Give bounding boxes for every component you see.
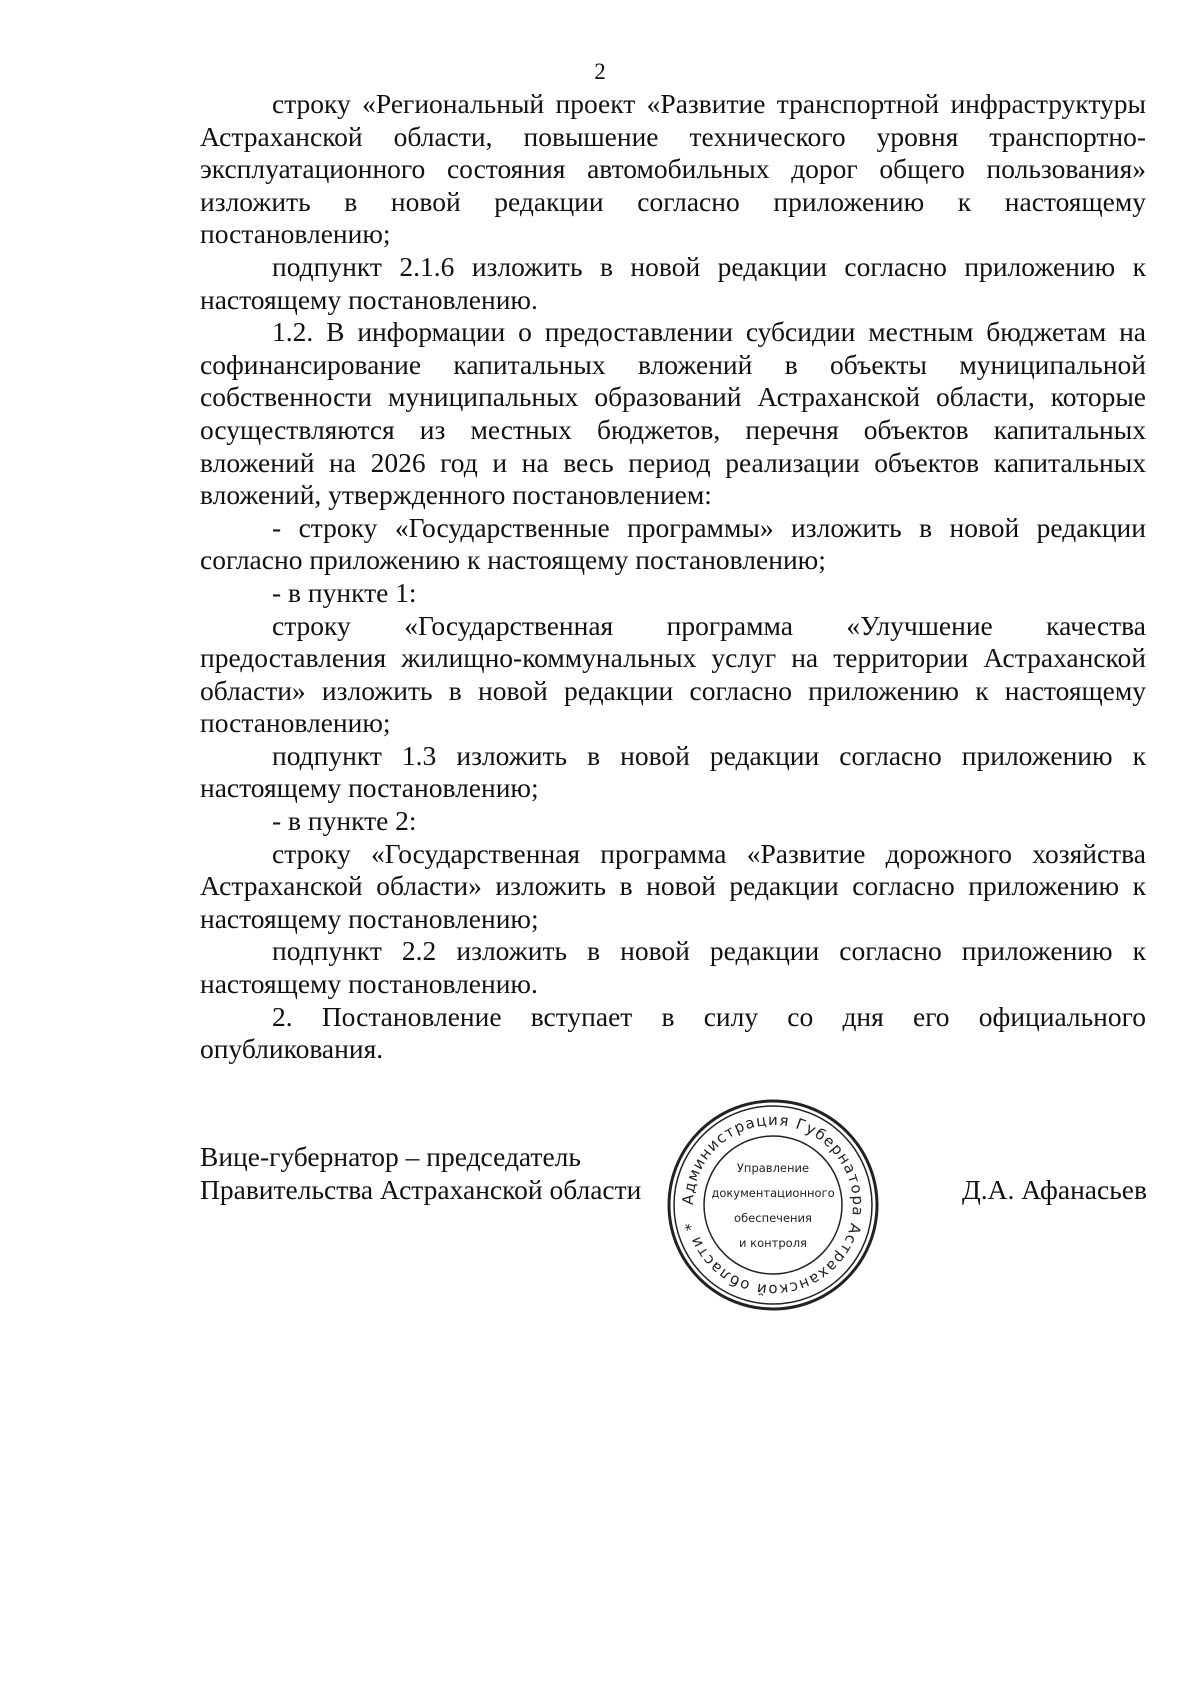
paragraph-subitem-2-1-6: подпункт 2.1.6 изложить в новой редакции согласно приложению к настоящему постановлению.	[200, 250, 1146, 315]
seal-center-line-4: и контроля	[739, 1236, 807, 1250]
seal-outer-ring	[669, 1101, 877, 1309]
seal-center-line-1: Управление	[736, 1161, 810, 1175]
paragraph-housing-program-row: строку «Государственная программа «Улучшение качества предоставления жилищно-коммунальных услуг на территории Астраханской области» изложить в новой редакции согласно приложению к настоящему постановлению;	[200, 609, 1146, 739]
official-seal	[666, 1098, 880, 1312]
page-number: 2	[594, 59, 606, 84]
seal-inner-ring	[704, 1136, 842, 1274]
paragraph-in-item-1: - в пункте 1:	[272, 576, 417, 608]
seal-ring-text: Администрация Губернатора Астраханской области *	[678, 1110, 868, 1300]
paragraph-regional-project-row: строку «Региональный проект «Развитие транспортной инфраструктуры Астраханской области, повышение технического уровня транспортно-эксплуатационного состояния автомобильных дорог общего пользования» изложить в новой редакции согласно приложению к настоящему постановлению;	[200, 88, 1146, 250]
document-body	[200, 88, 1146, 1066]
paragraph-item-1-2: 1.2. В информации о предоставлении субсидии местным бюджетам на софинансирование капитальных вложений в объекты муниципальной собственности муниципальных образований Астраханской области, которые осуществляются из местных бюджетов, перечня объектов капитальных вложений на 2026 год и на весь период реализации объектов капитальных вложений, утвержденного постановлением:	[200, 316, 1146, 511]
paragraph-state-programs-row: - строку «Государственные программы» изложить в новой редакции согласно приложению к настоящему постановлению;	[200, 511, 1146, 576]
paragraph-subitem-2-2: подпункт 2.2 изложить в новой редакции согласно приложению к настоящему постановлению.	[200, 935, 1146, 1000]
signatory-position	[200, 1140, 641, 1206]
signatory-name: Д.А. Афанасьев	[962, 1174, 1147, 1205]
paragraph-in-item-2: - в пункте 2:	[272, 805, 417, 837]
paragraph-effective-date: 2. Постановление вступает в силу со дня его официального опубликования.	[200, 1000, 1146, 1065]
seal-center-line-2: документационного	[711, 1186, 835, 1200]
signatory-position-line-2: Правительства Астраханской области	[200, 1174, 642, 1205]
paragraph-subitem-1-3: подпункт 1.3 изложить в новой редакции согласно приложению к настоящему постановлению;	[200, 739, 1146, 804]
seal-center-line-3: обеспечения	[734, 1211, 812, 1225]
signatory-position-line-1: Вице-губернатор – председатель	[200, 1141, 581, 1172]
paragraph-road-program-row: строку «Государственная программа «Развитие дорожного хозяйства Астраханской области» изложить в новой редакции согласно приложению к настоящему постановлению;	[200, 837, 1146, 934]
